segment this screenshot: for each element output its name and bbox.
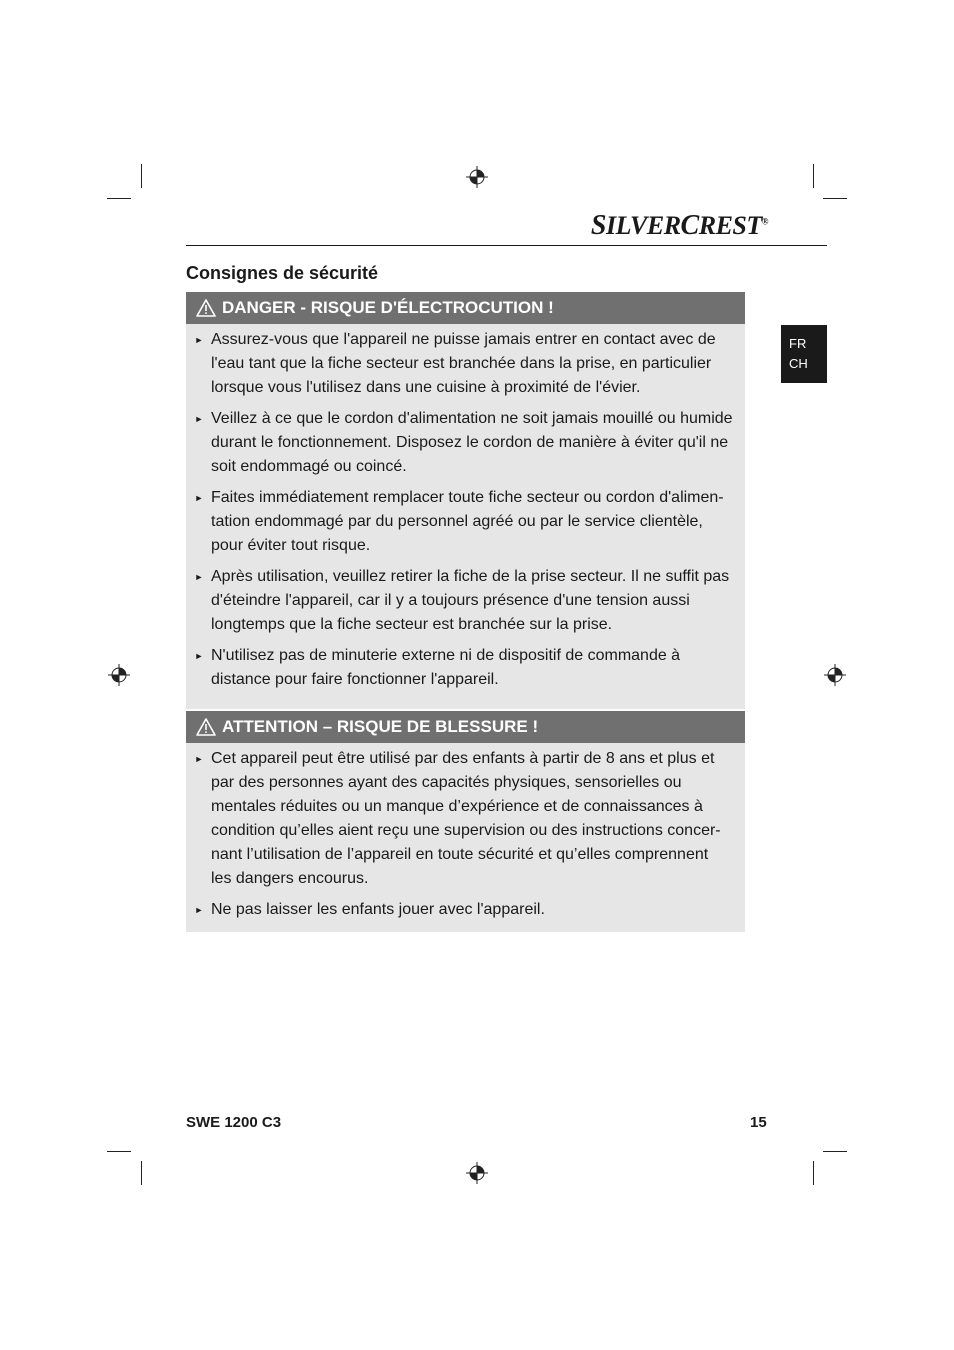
- model-number: SWE 1200 C3: [186, 1114, 282, 1131]
- list-item: ► Faites immédiatement remplacer toute fiche secteur ou cordon d'alimentation endommagé par du personnel agréé ou par le service clientèle, pour éviter tout risque.: [186, 486, 745, 558]
- registration-mark-icon: [466, 1162, 488, 1184]
- registration-mark-icon: [108, 664, 130, 686]
- triangle-bullet-icon: ►: [194, 572, 204, 582]
- triangle-bullet-icon: ►: [194, 905, 204, 915]
- triangle-bullet-icon: ►: [194, 493, 204, 503]
- warning-heading: [186, 292, 745, 324]
- page-number: 15: [750, 1114, 767, 1131]
- list-item: ► N'utilisez pas de minuterie externe ni de dispositif de commande à distance pour faire fonctionner l'appareil.: [186, 644, 745, 692]
- language-code: CH: [789, 356, 808, 371]
- warning-box-electrocution: [186, 292, 745, 709]
- list-item: ► Après utilisation, veuillez retirer la fiche de la prise secteur. Il ne suffit pas d'éteindre l'appareil, car il y a toujours présence d'une tension aussi longtemps que la fiche secteur est branchée sur la prise.: [186, 565, 745, 637]
- warning-heading: [186, 711, 745, 743]
- warning-triangle-icon: [196, 299, 216, 317]
- warning-list: [186, 324, 745, 709]
- registration-mark-icon: [824, 664, 846, 686]
- crop-mark: [141, 1161, 142, 1185]
- list-item: ► Veillez à ce que le cordon d'alimentation ne soit jamais mouillé ou humide durant le fonctionnement. Disposez le cordon de manière à éviter qu'il ne soit endommagé ou coincé.: [186, 407, 745, 479]
- list-item: ► Ne pas laisser les enfants jouer avec l'appareil.: [186, 898, 745, 922]
- crop-mark: [107, 1151, 131, 1152]
- section-title: Consignes de sécurité: [186, 263, 379, 283]
- registration-mark-icon: [466, 166, 488, 188]
- crop-mark: [107, 198, 131, 199]
- crop-mark: [823, 1151, 847, 1152]
- list-item: ► Assurez-vous que l'appareil ne puisse jamais entrer en contact avec de l'eau tant que la fiche secteur est branchée dans la prise, en particulier lorsque vous l'utilisez dans une cuisine à proximité de l'évier.: [186, 328, 745, 400]
- brand-logo: SILVERCREST®: [590, 210, 768, 241]
- header-divider: [186, 245, 827, 246]
- warning-heading-text: DANGER - RISQUE D'ÉLECTROCUTION !: [222, 298, 554, 317]
- language-tab: [781, 325, 827, 383]
- crop-mark: [141, 164, 142, 188]
- crop-mark: [823, 198, 847, 199]
- crop-mark: [813, 1161, 814, 1185]
- triangle-bullet-icon: ►: [194, 754, 204, 764]
- crop-mark: [813, 164, 814, 188]
- warning-triangle-icon: [196, 718, 216, 736]
- warning-box-injury: [186, 711, 745, 932]
- triangle-bullet-icon: ►: [194, 414, 204, 424]
- triangle-bullet-icon: ►: [194, 335, 204, 345]
- warning-heading-text: ATTENTION – RISQUE DE BLESSURE !: [222, 717, 539, 736]
- list-item: ► Cet appareil peut être utilisé par des enfants à partir de 8 ans et plus et par des personnes ayant des capacités physiques, sensorielles ou mentales réduites ou un manque d’expérience et de connaissances à condition qu’elles aient reçu une supervision ou des instructions concernant l’utilisation de l’appareil en toute sécurité et qu’elles comprennent les dangers encourus.: [186, 747, 745, 891]
- warning-list: [186, 743, 745, 932]
- language-code: FR: [789, 336, 807, 351]
- triangle-bullet-icon: ►: [194, 651, 204, 661]
